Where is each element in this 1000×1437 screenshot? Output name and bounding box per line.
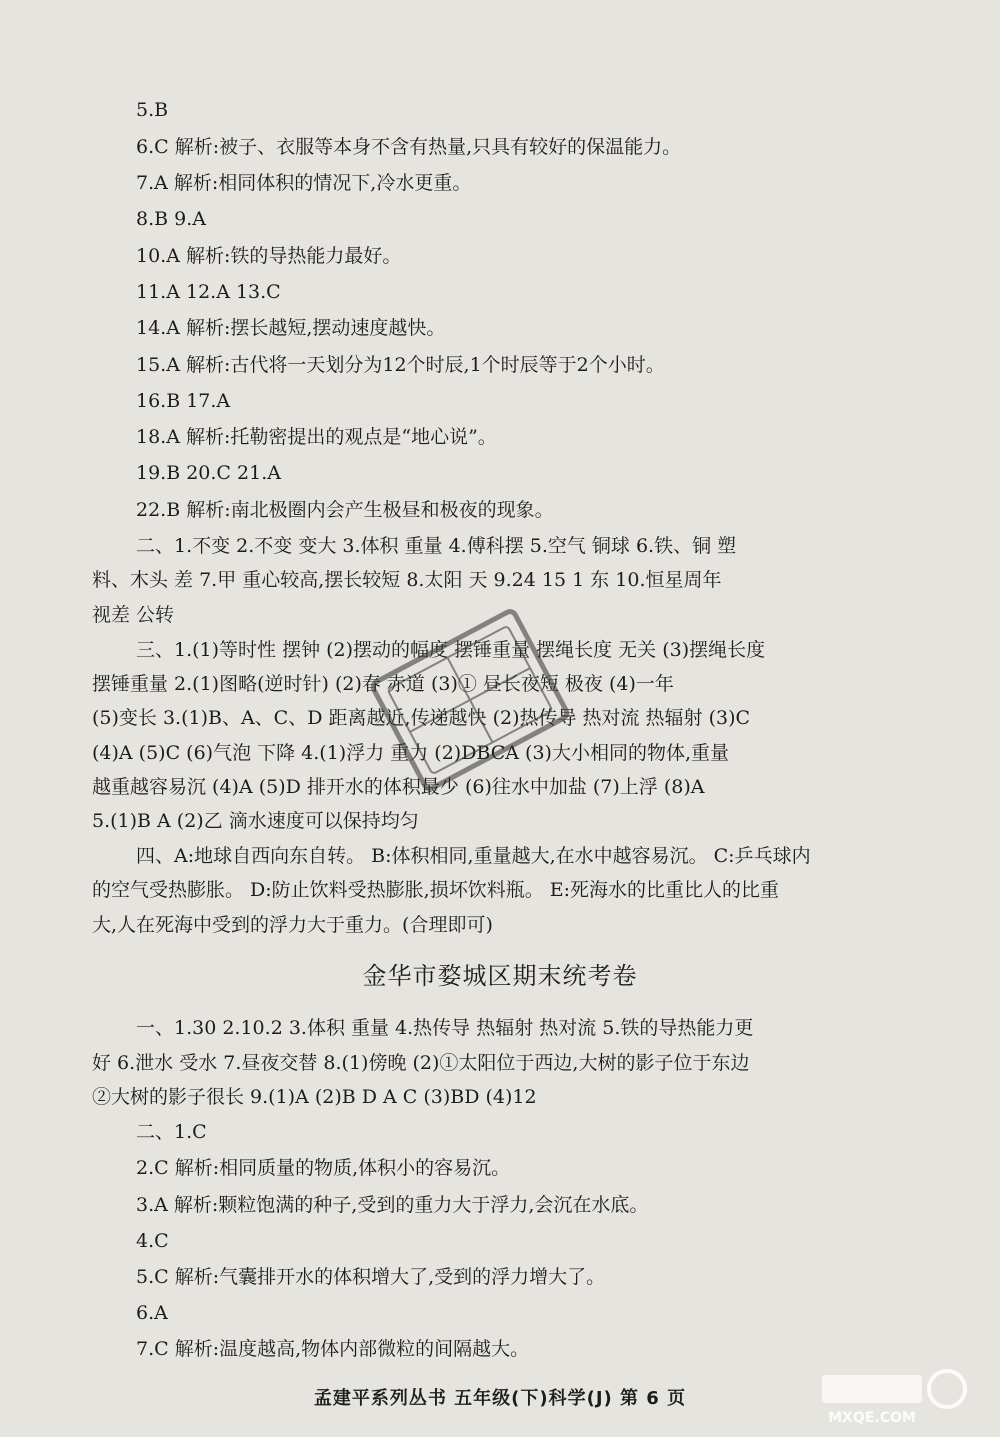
answer-line: (4)A (5)C (6)气泡 下降 4.(1)浮力 重力 (2)DBCA (3)大小相同的物体,重量	[92, 742, 729, 764]
answer-line: 三、1.(1)等时性 摆钟 (2)摆动的幅度 摆锤重量 摆绳长度 无关 (3)摆绳长度	[136, 639, 766, 661]
answer-line: 6.A	[136, 1302, 168, 1324]
answer-line: 4.C	[136, 1230, 169, 1252]
answer-line: 8.B 9.A	[136, 208, 206, 230]
answer-line: 2.C 解析:相同质量的物质,体积小的容易沉。	[136, 1157, 511, 1179]
answer-line: 5.(1)B A (2)乙 滴水速度可以保持均匀	[92, 810, 419, 832]
answer-line: 的空气受热膨胀。 D:防止饮料受热膨胀,损坏饮料瓶。 E:死海水的比重比人的比重	[92, 879, 780, 901]
answer-line: 摆锤重量 2.(1)图略(逆时针) (2)春 赤道 (3)① 昼长夜短 极夜 (4)一年	[92, 673, 674, 695]
answer-line: 二、1.不变 2.不变 变大 3.体积 重量 4.傅科摆 5.空气 铜球 6.铁、铜 塑	[136, 535, 737, 557]
answer-line: 14.A 解析:摆长越短,摆动速度越快。	[136, 317, 446, 339]
answer-line: 7.A 解析:相同体积的情况下,冷水更重。	[136, 172, 472, 194]
answer-line: 料、木头 差 7.甲 重心较高,摆长较短 8.太阳 天 9.24 15 1 东 10.恒星周年	[92, 569, 722, 591]
answer-line: 5.B	[136, 99, 169, 121]
answer-line: 10.A 解析:铁的导热能力最好。	[136, 245, 402, 267]
answer-line: 5.C 解析:气囊排开水的体积增大了,受到的浮力增大了。	[136, 1266, 606, 1288]
section-title: 金华市婺城区期末统考卷	[362, 962, 638, 990]
answer-line: 3.A 解析:颗粒饱满的种子,受到的重力大于浮力,会沉在水底。	[136, 1194, 649, 1216]
answer-line: 越重越容易沉 (4)A (5)D 排开水的体积最少 (6)往水中加盐 (7)上浮 (8)A	[92, 776, 705, 798]
answer-line: (5)变长 3.(1)B、A、C、D 距离越近,传递越快 (2)热传导 热对流 热辐射 (3)C	[92, 707, 751, 729]
answer-line: 16.B 17.A	[136, 390, 231, 412]
answer-line: 好 6.泄水 受水 7.昼夜交替 8.(1)傍晚 (2)①太阳位于西边,大树的影子位于东边	[92, 1052, 750, 1074]
answer-line: 11.A 12.A 13.C	[136, 281, 281, 303]
watermark-url: MXQE.COM	[828, 1410, 916, 1426]
answer-line: ②大树的影子很长 9.(1)A (2)B D A C (3)BD (4)12	[92, 1086, 537, 1108]
answer-line: 二、1.C	[136, 1121, 207, 1143]
answer-line: 18.A 解析:托勒密提出的观点是“地心说”。	[136, 426, 497, 448]
answer-line: 视差 公转	[92, 604, 175, 626]
answer-line: 6.C 解析:被子、衣服等本身不含有热量,只具有较好的保温能力。	[136, 136, 682, 158]
answer-line: 四、A:地球自西向东自转。 B:体积相同,重量越大,在水中越容易沉。 C:乒乓球内	[136, 845, 811, 867]
answer-line: 15.A 解析:古代将一天划分为12个时辰,1个时辰等于2个小时。	[136, 354, 665, 376]
answer-line: 一、1.30 2.10.2 3.体积 重量 4.热传导 热辐射 热对流 5.铁的导热能力更	[136, 1017, 754, 1039]
answer-line: 22.B 解析:南北极圈内会产生极昼和极夜的现象。	[136, 499, 554, 521]
answer-line: 大,人在死海中受到的浮力大于重力。(合理即可)	[92, 914, 493, 936]
page-footer: 孟建平系列丛书 五年级(下)科学(J) 第 6 页	[313, 1388, 687, 1409]
answer-line: 7.C 解析:温度越高,物体内部微粒的间隔越大。	[136, 1338, 530, 1360]
watermark-logo	[812, 1367, 982, 1427]
answer-line: 19.B 20.C 21.A	[136, 462, 281, 484]
